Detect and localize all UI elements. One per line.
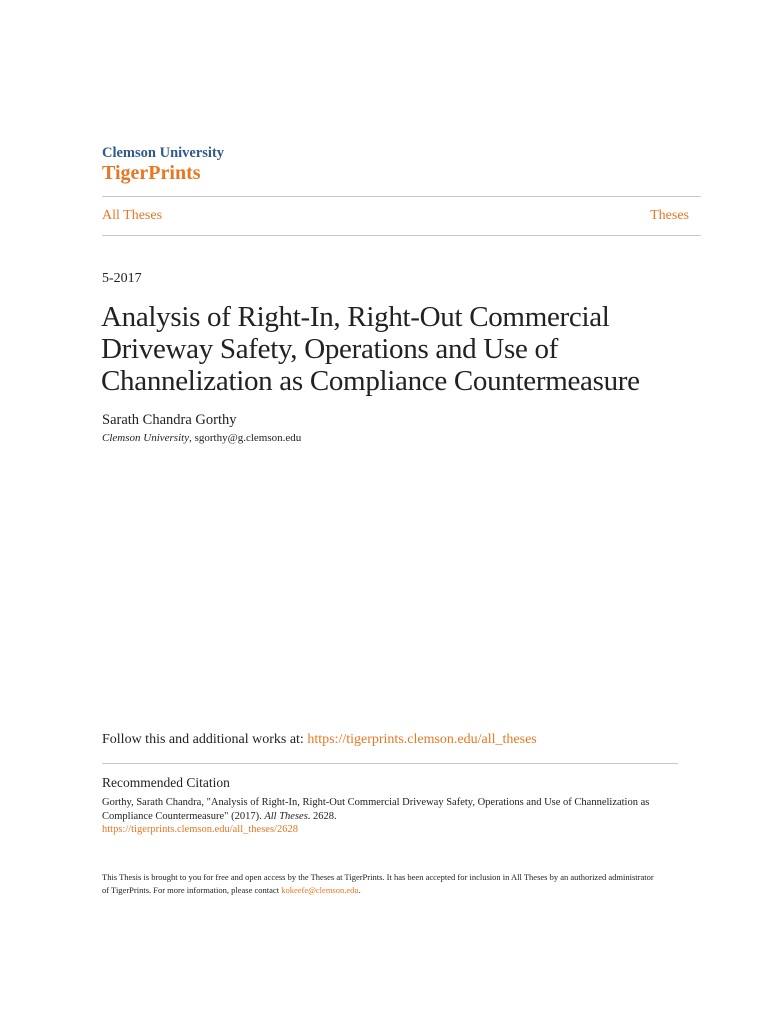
- repository-name: TigerPrints: [102, 162, 201, 184]
- collection-url-link[interactable]: https://tigerprints.clemson.edu/all_theses: [307, 732, 537, 747]
- all-theses-link[interactable]: All Theses: [102, 208, 163, 223]
- follow-line: [102, 731, 537, 749]
- collection-nav-bar: [102, 196, 701, 236]
- citation-divider: [102, 763, 678, 764]
- notice-text: This Thesis is brought to you for free and open access by the Theses at TigerPrints. It has been accepted for inclusion in All Theses by an authorized administrator of TigerPrints. For more information, please contact: [102, 872, 654, 895]
- access-notice: [102, 871, 662, 897]
- theses-link[interactable]: Theses: [650, 208, 689, 223]
- contact-email-link[interactable]: kokeefe@clemson.edu: [281, 885, 359, 895]
- document-title: Analysis of Right-In, Right-Out Commercial Driveway Safety, Operations and Use of Channelization as Compliance Countermeasure: [101, 301, 640, 397]
- citation-url-line: [102, 823, 298, 837]
- author-email: , sgorthy@g.clemson.edu: [189, 432, 302, 444]
- institution-name: Clemson University: [102, 145, 225, 161]
- author-affiliation: [102, 431, 301, 445]
- notice-end: .: [358, 885, 361, 895]
- publication-date: 5-2017: [102, 271, 142, 286]
- citation-number: . 2628.: [307, 810, 337, 822]
- citation-text: [102, 796, 662, 823]
- citation-heading: Recommended Citation: [102, 775, 230, 790]
- affiliation-institution: Clemson University: [102, 432, 190, 444]
- citation-url-link[interactable]: https://tigerprints.clemson.edu/all_theses/2628: [102, 824, 298, 835]
- citation-main: Gorthy, Sarath Chandra, "Analysis of Right-In, Right-Out Commercial Driveway Safety, Operations and Use of Channelization as Compliance Countermeasure" (2017).: [102, 797, 650, 822]
- follow-label: Follow this and additional works at:: [102, 732, 308, 747]
- author-name: Sarath Chandra Gorthy: [102, 412, 237, 428]
- citation-series: All Theses: [264, 810, 308, 822]
